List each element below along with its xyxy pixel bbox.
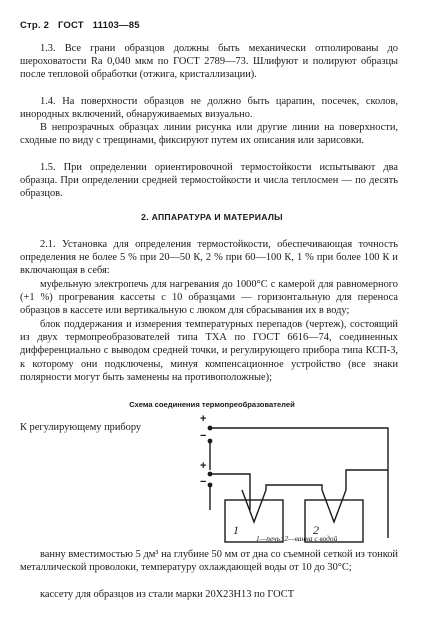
section-title: 2. АППАРАТУРА И МАТЕРИАЛЫ [141, 212, 283, 222]
wire-outer [210, 428, 388, 538]
paragraph-block: блок поддержания и измерения температурных перепадов (чертеж), состоящий из двух термопреобразователей типа ТХА по ГОСТ 6616—74, соединенных дифференциально с выводом средней точки, и регулирующего прибора типа КСП-3, к которому они подключены, минуя компенсационное устройство (все знаки полярности могут быть заменены на противоположные); [20, 319, 398, 383]
thermocouple-bath [322, 490, 346, 522]
page-number: Стр. 2 [20, 20, 50, 31]
paragraph-furnace: муфельную электропечь для нагревания до 1000°С с камерой для равномерного (+1 %) прогревания кассеты с 10 образцами — горизонтальную для переноса образцов в кассете или вертикальную с люком для сбрасывания их в воду; [20, 279, 398, 317]
sign-plus-mid: + [200, 460, 207, 472]
wire-mid [210, 474, 250, 510]
sign-minus-mid: − [200, 476, 207, 488]
sign-plus-top: + [200, 413, 207, 425]
standard-number: 11103—85 [92, 20, 140, 31]
box1-number: 1 [233, 523, 239, 537]
wire-between [266, 485, 322, 490]
page-header [20, 20, 146, 31]
box2-number: 2 [313, 523, 319, 537]
diagram-title: Схема соединения термопреобразователей [129, 400, 295, 409]
diagram-caption: 1—печь; 2—ванна с водой [256, 534, 338, 543]
thermocouple-furnace [242, 490, 266, 522]
paragraph-opaque: В непрозрачных образцах линии рисунка или другие линии на поверхности, сходные по виду с трещинами, фиксируют путем их описания или зарисовки. [20, 122, 398, 147]
paragraph-1-5: 1.5. При определении ориентировочной термостойкости испытывают два образца. При определении средней термостойкости и числа теплосмен — по десять образцов. [20, 162, 398, 200]
paragraph-1-3: 1.3. Все грани образцов должны быть механически отполированы до шероховатости Ra 0,040 мкм по ГОСТ 2789—73. Шлифуют и полируют образцы после тепловой обработки (отжига, кристаллизации). [20, 43, 398, 81]
paragraph-2-1: 2.1. Установка для определения термостойкости, обеспечивающая точность определения не более 5 % при 20—50 К, 2 % при 60—100 К, 1 % при более 100 К и включающая в себя: [20, 239, 398, 277]
thermocouple-diagram [20, 410, 410, 550]
paragraph-bath: ванну вместимостью 5 дм³ на глубине 50 мм от дна со съемной сеткой из тонкой металлической проволоки, температуру охлаждающей воды от 10 до 30°С; [20, 549, 398, 574]
regulator-label: К регулирующему прибору [20, 422, 142, 433]
wire-bath-out [346, 470, 388, 490]
paragraph-1-4: 1.4. На поверхности образцов не должно быть царапин, посечек, сколов, инородных включений, обнаруживаемых визуально. [20, 96, 398, 121]
sign-minus-top: − [200, 430, 207, 442]
standard-label: ГОСТ [57, 20, 84, 31]
paragraph-cassette: кассету для образцов из стали марки 20Х23Н13 по ГОСТ [40, 589, 295, 600]
